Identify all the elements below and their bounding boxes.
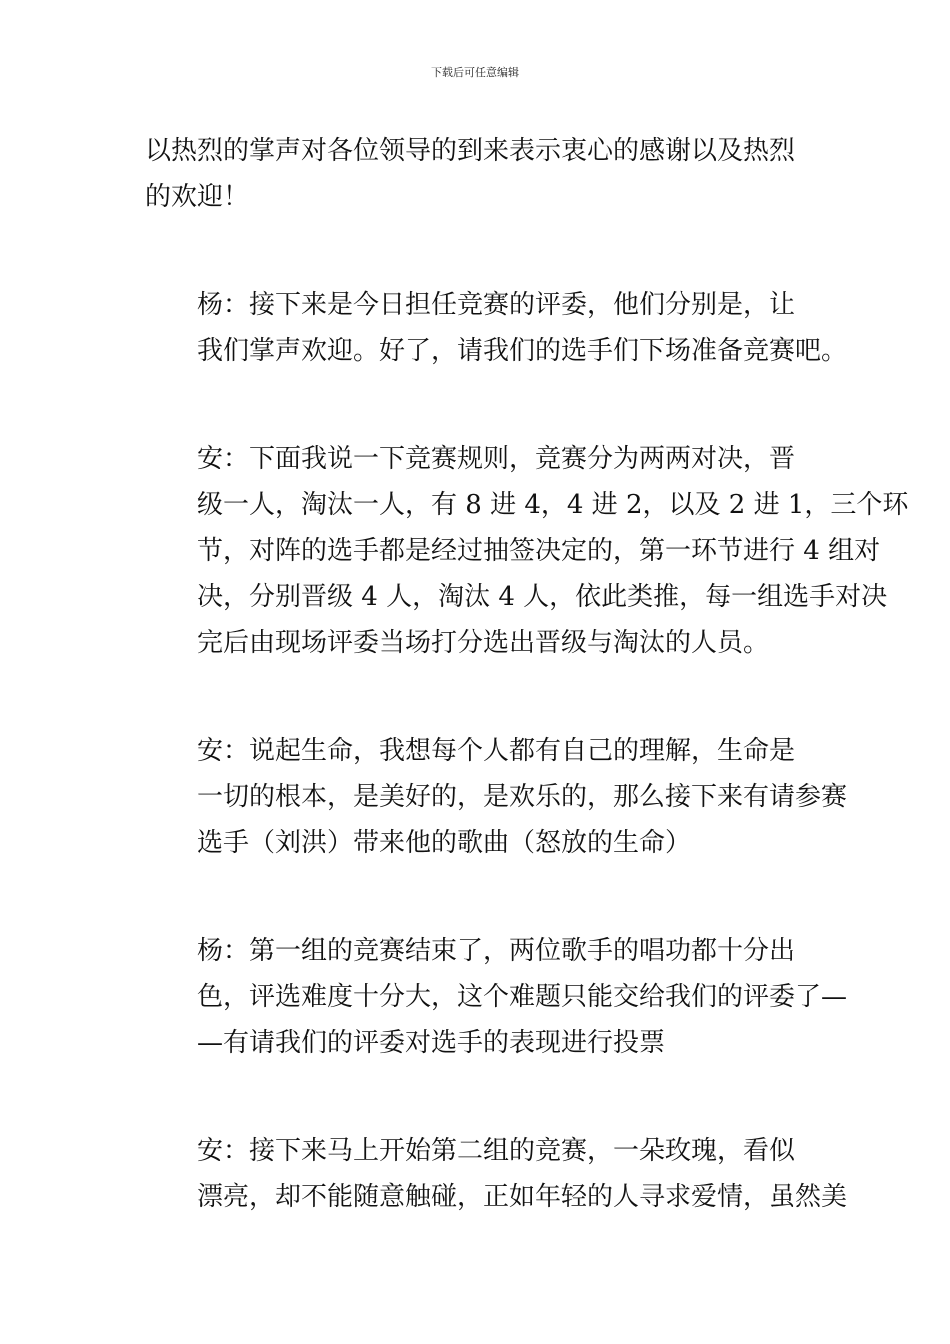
paragraph-welcome — [145, 128, 809, 220]
text-line: 以热烈的掌声对各位领导的到来表示衷心的感谢以及热烈 — [145, 136, 796, 166]
text-line: 漂亮，却不能随意触碰，正如年轻的人寻求爱情，虽然美 — [197, 1182, 848, 1212]
text-line: 选手（刘洪）带来他的歌曲（怒放的生命） — [197, 828, 692, 858]
text-line: 色，评选难度十分大，这个难题只能交给我们的评委了— — [197, 982, 848, 1012]
text-line: 决，分别晋级 4 人，淘汰 4 人，依此类推，每一组选手对决 — [197, 582, 888, 612]
text-line: 一切的根本，是美好的，是欢乐的，那么接下来有请参赛 — [197, 782, 848, 812]
text-line: 的欢迎！ — [145, 182, 250, 212]
text-line: 完后由现场评委当场打分选出晋级与淘汰的人员。 — [197, 628, 770, 658]
paragraph-judges-intro — [145, 282, 848, 374]
paragraph-rules — [145, 436, 909, 666]
text-line: 安：说起生命，我想每个人都有自己的理解，生命是 — [197, 736, 796, 766]
paragraph-first-group-end — [145, 928, 848, 1066]
paragraph-life-song — [145, 728, 848, 866]
text-line: 安：接下来马上开始第二组的竞赛，一朵玫瑰，看似 — [197, 1136, 796, 1166]
text-line: 杨：接下来是今日担任竞赛的评委，他们分别是，让 — [197, 290, 796, 320]
document-body — [145, 128, 909, 1220]
paragraph-second-group — [145, 1128, 848, 1220]
text-line: 杨：第一组的竞赛结束了，两位歌手的唱功都十分出 — [197, 936, 796, 966]
text-line: —有请我们的评委对选手的表现进行投票 — [197, 1028, 666, 1058]
page-header: 下载后可任意编辑 — [431, 66, 519, 79]
text-line: 节，对阵的选手都是经过抽签决定的，第一环节进行 4 组对 — [197, 536, 881, 566]
text-line: 级一人，淘汰一人，有 8 进 4，4 进 2，以及 2 进 1，三个环 — [197, 490, 909, 520]
text-line: 我们掌声欢迎。好了，请我们的选手们下场准备竞赛吧。 — [197, 336, 848, 366]
text-line: 安：下面我说一下竞赛规则，竞赛分为两两对决，晋 — [197, 444, 796, 474]
